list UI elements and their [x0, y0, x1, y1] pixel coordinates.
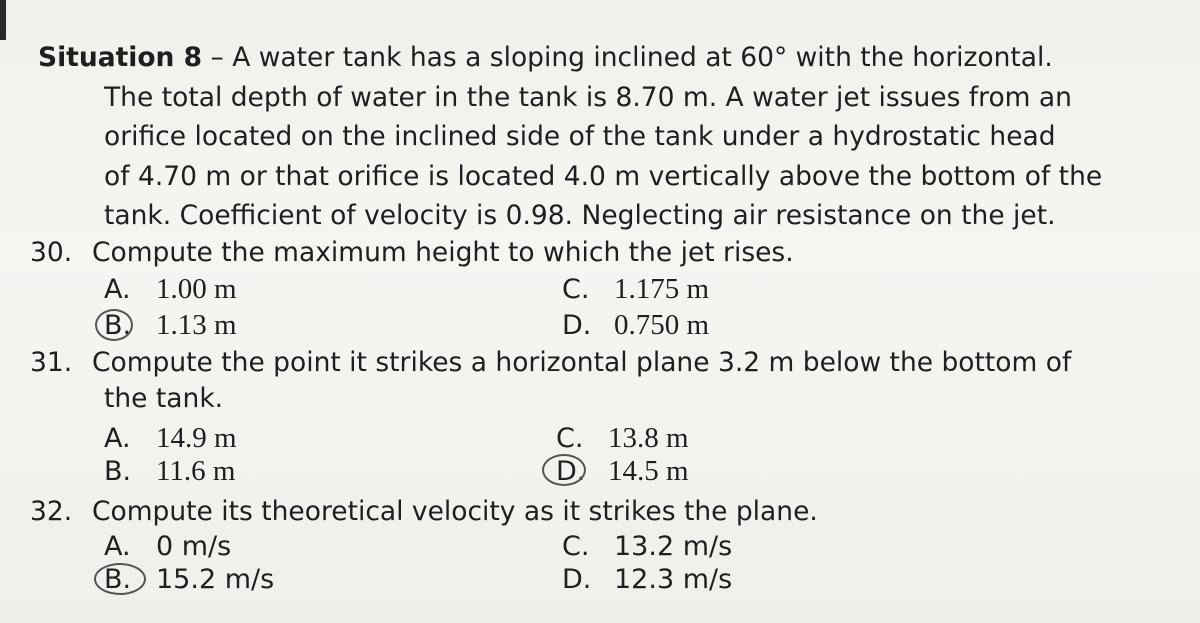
choice-value: 15.2 m/s	[156, 564, 275, 595]
choice-letter: C.	[562, 274, 590, 305]
choice-letter: D.	[556, 456, 586, 487]
choice-value: 14.9 m	[156, 422, 237, 454]
situation-line-4: of 4.70 m or that orifice is located 4.0 m vertically above the bottom of the	[104, 161, 1103, 192]
question-31	[30, 345, 1071, 381]
choice-32-a	[104, 530, 231, 564]
question-32	[30, 494, 818, 530]
question-text: Compute its theoretical velocity as it strikes the plane.	[92, 496, 818, 527]
choice-letter: B.	[104, 564, 132, 595]
choice-letter: D.	[562, 564, 592, 595]
answer-circle-31	[542, 454, 586, 486]
question-number: 31.	[30, 347, 73, 378]
question-31-line-2: the tank.	[104, 383, 224, 414]
choice-31-c	[556, 421, 689, 456]
choice-letter: C.	[562, 531, 590, 562]
choice-31-a	[104, 421, 237, 456]
choice-value: 13.8 m	[608, 422, 689, 454]
question-text: Compute the point it strikes a horizontal plane 3.2 m below the bottom of	[92, 347, 1072, 378]
question-30	[30, 235, 794, 271]
situation-line-2: The total depth of water in the tank is 8.70 m. A water jet issues from an	[104, 82, 1072, 113]
choice-value: 13.2 m/s	[614, 531, 733, 562]
page-edge-shadow	[0, 0, 6, 40]
choice-value: 11.6 m	[156, 455, 236, 487]
choice-letter: A.	[104, 531, 131, 562]
choice-30-a	[104, 272, 237, 307]
choice-value: 14.5 m	[608, 455, 689, 487]
choice-value: 0 m/s	[156, 531, 232, 562]
choice-letter: A.	[104, 274, 131, 305]
choice-30-d	[562, 308, 709, 343]
choice-32-c	[562, 530, 732, 564]
question-text: Compute the maximum height to which the jet rises.	[92, 237, 794, 268]
choice-value: 1.175 m	[614, 273, 710, 305]
choice-31-b	[104, 454, 235, 489]
question-number: 32.	[30, 496, 73, 527]
situation-label: Situation 8	[38, 42, 203, 73]
choice-value: 12.3 m/s	[614, 564, 733, 595]
situation-text-1: – A water tank has a sloping inclined at 60° with the horizontal.	[210, 42, 1053, 73]
choice-30-c	[562, 272, 709, 307]
choice-letter: A.	[104, 423, 131, 454]
situation-line-5: tank. Coefficient of velocity is 0.98. Neglecting air resistance on the jet.	[104, 200, 1056, 231]
question-number: 30.	[30, 237, 73, 268]
situation-line-1	[38, 40, 1053, 76]
answer-circle-32	[94, 563, 146, 595]
choice-32-d	[562, 563, 732, 597]
choice-letter: B.	[104, 310, 132, 341]
answer-circle-30	[95, 309, 133, 341]
choice-letter: C.	[556, 423, 584, 454]
choice-letter: D.	[562, 310, 592, 341]
choice-value: 1.00 m	[156, 273, 237, 305]
choice-letter: B.	[104, 456, 132, 487]
situation-line-3: orifice located on the inclined side of the tank under a hydrostatic head	[104, 121, 1056, 152]
choice-value: 1.13 m	[156, 309, 237, 341]
choice-value: 0.750 m	[614, 309, 710, 341]
